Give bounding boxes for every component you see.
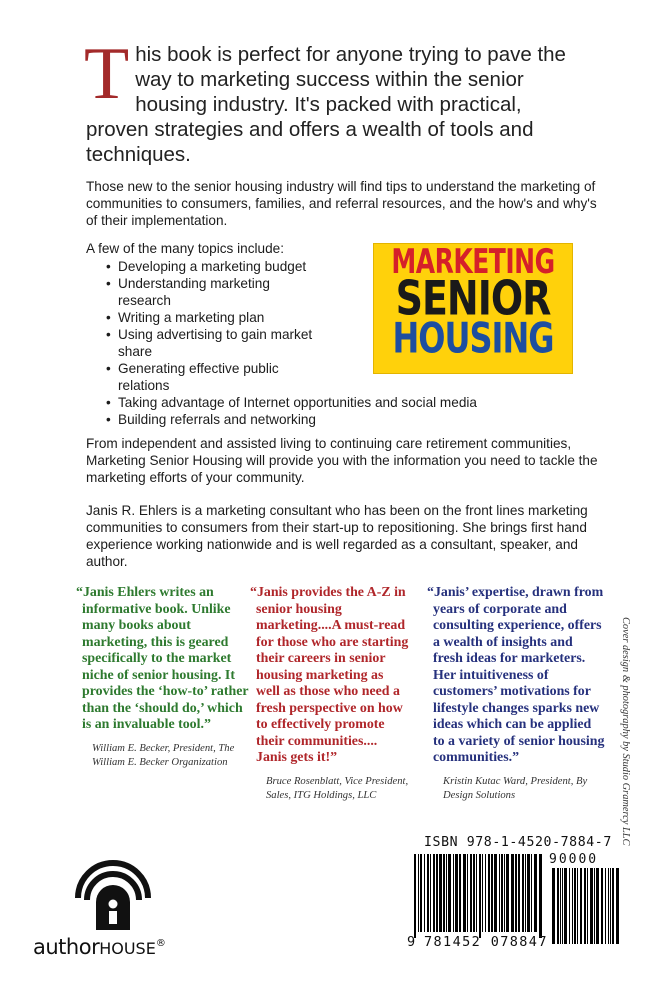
barcode-lead-digit: 9 — [407, 934, 416, 950]
cover-credit-text: Cover design & photography by Studio Gramercy LLC — [620, 617, 631, 846]
cover-title-marketing: MARKETING — [391, 241, 555, 281]
testimonial-attribution: Bruce Rosenblatt, Vice President, Sales, ITG Holdings, LLC — [266, 775, 409, 801]
paragraph-independent-living: From independent and assisted living to continuing care retirement communities, Marketing Senior Housing will provide you with the information you need to tackle the marketing efforts of your community. — [86, 436, 598, 485]
publisher-logo-text — [33, 935, 165, 959]
paragraph-author-bio: Janis R. Ehlers is a marketing consultant who has been on the front lines marketing communities to consumers from their start-up to repositioning. She brings first hand experience working nationwide and is well regarded as a consultant, speaker, and author. — [86, 503, 588, 569]
testimonial-rosenblatt — [250, 585, 410, 803]
testimonial-quote: “Janis Ehlers writes an informative book. Unlike many books about marketing, this is geared specifically to the market niche of senior housing. It provides the ‘how-to’ rather than the ‘should do,’ which is an invaluable tool.” — [76, 585, 249, 732]
isbn-label: ISBN 978-1-4520-7884-7 — [424, 835, 612, 850]
cover-title-senior: SENIOR — [395, 270, 551, 326]
list-item: • Generating effective public relations — [106, 360, 318, 394]
list-item: • Taking advantage of Internet opportunities and social media — [106, 394, 538, 411]
drop-cap: T — [84, 33, 130, 115]
list-item: • Writing a marketing plan — [106, 309, 406, 326]
book-cover-thumbnail — [373, 243, 573, 374]
list-item: • Developing a marketing budget — [106, 258, 406, 275]
isbn-barcode — [408, 854, 622, 946]
intro-text: his book is perfect for anyone trying to pave the way to marketing success within the senior housing industry. It's packed with practical, proven strategies and offers a wealth of tools and techniques. — [86, 43, 566, 166]
paragraph-new-to-industry: Those new to the senior housing industry will find tips to understand the marketing of communities to consumers, families, and referral resources, and the how's and why's of their implementation. — [86, 179, 597, 228]
registered-mark: ® — [155, 938, 166, 949]
testimonial-ward — [427, 585, 605, 803]
cover-title-housing: HOUSING — [392, 313, 554, 363]
topics-lead: A few of the many topics include: — [86, 241, 284, 256]
testimonial-becker — [76, 585, 252, 770]
publisher-name-b: HOUSE — [99, 939, 156, 958]
authorhouse-logo-icon — [70, 858, 156, 934]
list-item: • Using advertising to gain market share — [106, 326, 343, 360]
barcode-digits: 781452 078847 — [424, 934, 548, 950]
list-item: • Understanding marketing research — [106, 275, 308, 309]
barcode-addon-digits: 90000 — [549, 852, 599, 867]
publisher-name-a: author — [33, 935, 100, 959]
list-item: • Building referrals and networking — [106, 411, 406, 428]
testimonial-quote: “Janis provides the A-Z in senior housing marketing....A must-read for those who are starting their careers in senior housing marketing as well as those who need a fresh perspective on how to effectively promote their communities.... Janis gets it!” — [250, 585, 409, 765]
testimonial-attribution: Kristin Kutac Ward, President, By Design Solutions — [443, 775, 588, 801]
barcode-bars — [414, 854, 619, 944]
testimonial-quote: “Janis’ expertise, drawn from years of corporate and consulting experience, offers a wealth of insights and fresh ideas for marketers. Her intuitiveness of customers’ motivations for lifestyle changes sparks new ideas which can be applied to a variety of senior housing communities.” — [427, 585, 605, 765]
testimonial-attribution: William E. Becker, President, The William E. Becker Organization — [92, 742, 235, 768]
intro-paragraph — [84, 33, 586, 167]
